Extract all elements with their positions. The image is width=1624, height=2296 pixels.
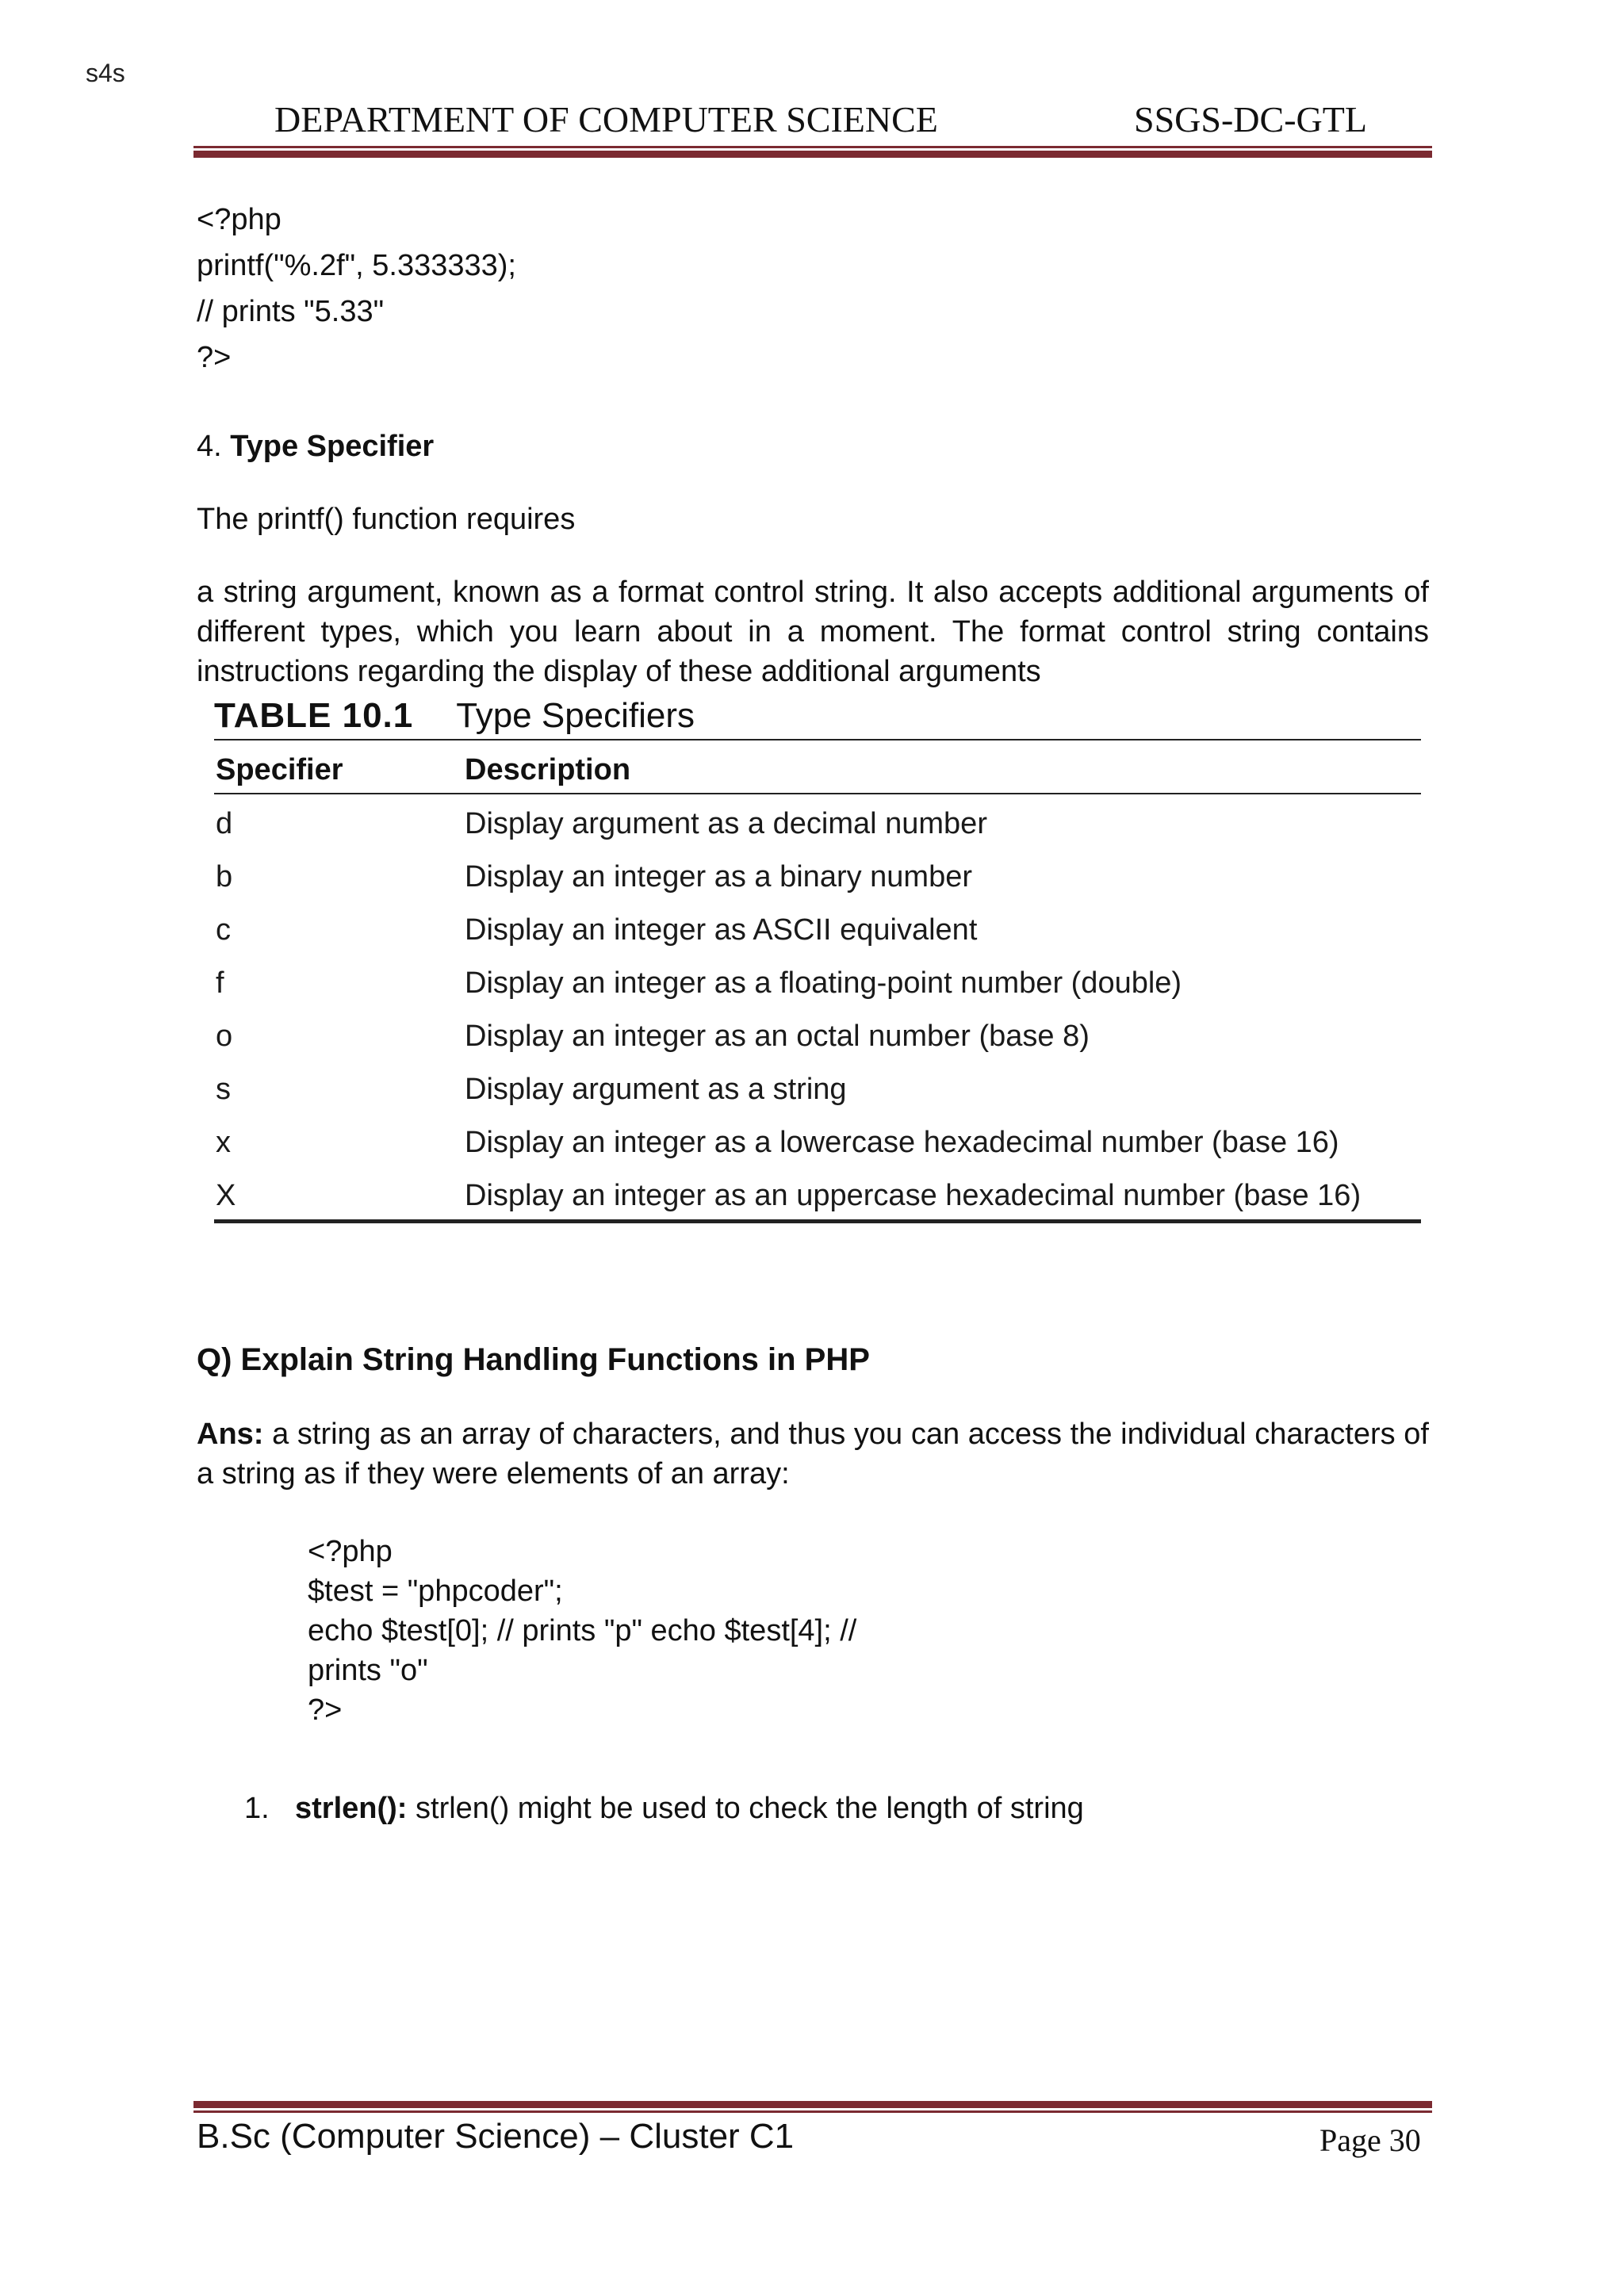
table-name: Type Specifiers xyxy=(456,696,695,735)
list-item-text: strlen() might be used to check the length of string xyxy=(407,1792,1084,1825)
table-header-rule xyxy=(214,793,1421,794)
description-cell: Display an integer as a floating-point number (double) xyxy=(465,966,1182,1000)
code-line: prints "o" xyxy=(308,1654,428,1687)
table-title xyxy=(214,696,695,736)
description-cell: Display an integer as an octal number (base 8) xyxy=(465,1020,1090,1053)
table-row xyxy=(214,1010,1421,1063)
list-item-term: strlen(): xyxy=(295,1792,408,1825)
column-header-specifier: Specifier xyxy=(216,753,343,786)
code-line: ?> xyxy=(197,341,232,374)
intro-text: The printf() function requires xyxy=(197,503,576,536)
section-heading-type-specifier xyxy=(197,427,434,466)
specifier-cell: s xyxy=(216,1073,231,1106)
specifier-cell: f xyxy=(216,966,224,1000)
description-cell: Display argument as a decimal number xyxy=(465,807,987,840)
column-header-description: Description xyxy=(465,753,631,786)
specifier-cell: c xyxy=(216,913,231,947)
code-block-string-index xyxy=(308,1532,856,1730)
table-row xyxy=(214,904,1421,957)
specifier-cell: o xyxy=(216,1020,233,1053)
question-heading: Q) Explain String Handling Functions in PHP xyxy=(197,1342,870,1377)
table-row xyxy=(214,1063,1421,1116)
table-row xyxy=(214,1169,1421,1223)
watermark-text: s4s xyxy=(86,59,125,87)
code-line: printf("%.2f", 5.333333); xyxy=(197,249,516,282)
footer-course: B.Sc (Computer Science) – Cluster C1 xyxy=(197,2117,795,2156)
code-line: $test = "phpcoder"; xyxy=(308,1575,563,1608)
section-title: Type Specifier xyxy=(230,430,435,463)
answer-text: a string as an array of characters, and thus you can access the individual characters of a string as if they were elements of an array: xyxy=(197,1418,1429,1490)
footer-rule-thick xyxy=(193,2101,1432,2108)
table-row xyxy=(214,798,1421,851)
table-top-rule xyxy=(214,739,1421,740)
table-row xyxy=(214,851,1421,904)
code-line: <?php xyxy=(197,203,282,236)
paragraph-format-string: a string argument, known as a format control string. It also accepts additional arguments of different types, which you learn about in a moment. The format control string contains instructions regarding the display of these additional arguments xyxy=(197,576,1429,688)
specifier-cell: X xyxy=(216,1179,236,1212)
header-department: DEPARTMENT OF COMPUTER SCIENCE xyxy=(274,99,938,140)
description-cell: Display argument as a string xyxy=(465,1073,847,1106)
specifier-cell: b xyxy=(216,860,233,894)
header-rule-thin xyxy=(193,146,1432,148)
code-line: ?> xyxy=(308,1693,343,1727)
header-college-code: SSGS-DC-GTL xyxy=(1134,99,1367,140)
code-line: // prints "5.33" xyxy=(197,295,385,328)
list-item-number: 1. xyxy=(244,1792,270,1825)
answer-paragraph xyxy=(197,1414,1429,1494)
code-block-printf xyxy=(197,197,516,381)
list-item xyxy=(295,1789,1084,1828)
code-line: echo $test[0]; // prints "p" echo $test[4]; // xyxy=(308,1614,857,1647)
table-number: TABLE 10.1 xyxy=(214,696,414,735)
description-cell: Display an integer as an uppercase hexadecimal number (base 16) xyxy=(465,1179,1362,1212)
description-cell: Display an integer as a lowercase hexadecimal number (base 16) xyxy=(465,1126,1339,1159)
code-line: <?php xyxy=(308,1535,393,1568)
description-cell: Display an integer as ASCII equivalent xyxy=(465,913,978,947)
table-bottom-rule xyxy=(214,1219,1421,1223)
description-cell: Display an integer as a binary number xyxy=(465,860,973,894)
table-row xyxy=(214,957,1421,1010)
page-number: Page 30 xyxy=(1320,2122,1421,2158)
answer-label: Ans: xyxy=(197,1418,264,1451)
section-number: 4. xyxy=(197,430,231,463)
footer-rule-thin xyxy=(193,2110,1432,2113)
specifier-cell: x xyxy=(216,1126,231,1159)
header-rule-thick xyxy=(193,151,1432,158)
specifier-cell: d xyxy=(216,807,233,840)
table-row xyxy=(214,1116,1421,1169)
